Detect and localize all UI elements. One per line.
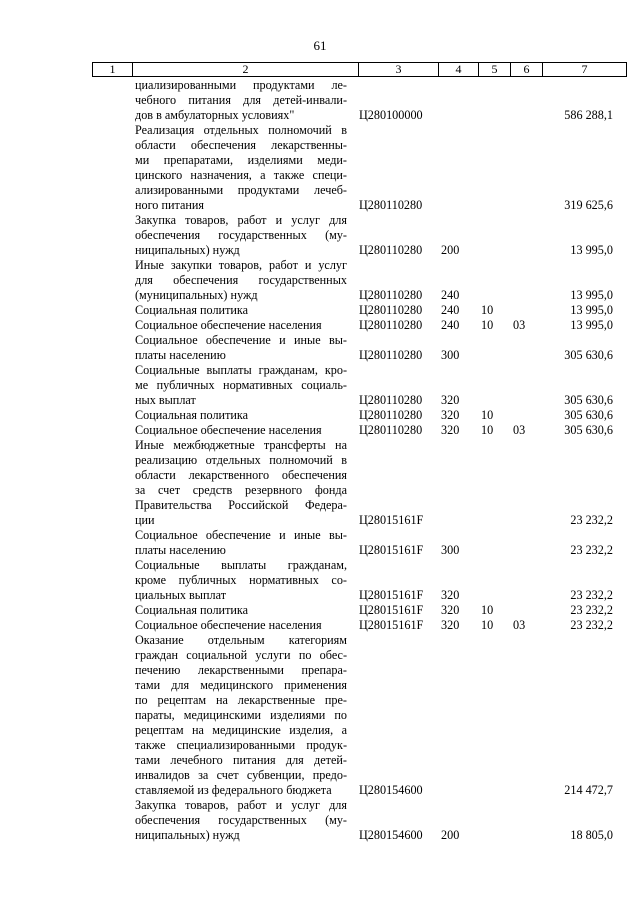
description-line: по рецептам на лекарственные пре-	[135, 693, 347, 707]
description-line: рецептам на медицинские изделия, а	[135, 723, 347, 737]
amount-value: 18 805,0	[570, 828, 613, 842]
target-article-code: Ц280110280	[359, 303, 423, 317]
description-line: тами для медицинского применения	[135, 678, 347, 692]
description-line: Социальная политика	[135, 603, 249, 617]
table-row	[0, 303, 640, 318]
table-row	[0, 798, 640, 843]
table-row	[0, 528, 640, 558]
expense-type-code: 200	[441, 828, 460, 842]
amount-value: 305 630,6	[564, 408, 613, 422]
amount-value: 23 232,2	[570, 603, 613, 617]
expense-type-code: 320	[441, 618, 460, 632]
section-code: 10	[481, 318, 494, 332]
row-description	[135, 618, 347, 633]
expense-type-code: 320	[441, 423, 460, 437]
description-line: тами лечебного питания для детей-	[135, 753, 347, 767]
table-row	[0, 558, 640, 603]
description-line: Социальная политика	[135, 303, 249, 317]
amount-value: 305 630,6	[564, 423, 613, 437]
row-description	[135, 423, 347, 438]
row-description	[135, 303, 347, 318]
row-description	[135, 123, 347, 213]
amount-value: 305 630,6	[564, 393, 613, 407]
description-line: для обеспечения государственных	[135, 273, 347, 287]
target-article-code: Ц280154600	[359, 828, 423, 842]
amount-value: 13 995,0	[570, 303, 613, 317]
target-article-code: Ц280100000	[359, 108, 423, 122]
budget-table-body	[0, 78, 640, 843]
row-description	[135, 363, 347, 408]
expense-type-code: 320	[441, 588, 460, 602]
column-header-row	[93, 63, 627, 77]
table-row	[0, 408, 640, 423]
target-article-code: Ц280110280	[359, 288, 423, 302]
description-line: за счет средств резервного фонда	[135, 483, 347, 497]
row-description	[135, 408, 347, 423]
amount-value: 23 232,2	[570, 618, 613, 632]
column-header-1: 1	[93, 63, 133, 77]
description-line: ализированными продуктами лечеб-	[135, 183, 347, 197]
target-article-code: Ц28015161F	[359, 543, 424, 557]
description-line: Социальное обеспечение населения	[135, 318, 322, 332]
target-article-code: Ц28015161F	[359, 603, 424, 617]
row-description	[135, 633, 347, 798]
row-description	[135, 318, 347, 333]
amount-value: 586 288,1	[564, 108, 613, 122]
expense-type-code: 240	[441, 288, 460, 302]
description-line: обеспечения государственных (му-	[135, 813, 347, 827]
description-line: также специализированными продук-	[135, 738, 347, 752]
description-line: области лекарственного обеспечения	[135, 468, 347, 482]
amount-value: 13 995,0	[570, 243, 613, 257]
description-line: Иные закупки товаров, работ и услуг	[135, 258, 347, 272]
subsection-code: 03	[513, 318, 526, 332]
row-description	[135, 438, 347, 528]
description-line: (муниципальных) нужд	[135, 288, 258, 302]
column-header-table	[92, 62, 627, 77]
expense-type-code: 320	[441, 408, 460, 422]
amount-value: 319 625,6	[564, 198, 613, 212]
description-line: параты, медицинскими изделиями по	[135, 708, 347, 722]
table-row	[0, 603, 640, 618]
target-article-code: Ц280110280	[359, 243, 423, 257]
description-line: чебного питания для детей-инвали-	[135, 93, 347, 107]
subsection-code: 03	[513, 618, 526, 632]
row-description	[135, 528, 347, 558]
description-line: циальных выплат	[135, 588, 227, 602]
target-article-code: Ц280110280	[359, 198, 423, 212]
description-line: области обеспечения лекарственны-	[135, 138, 347, 152]
description-line: Социальные выплаты гражданам, кро-	[135, 363, 347, 377]
description-line: циализированными продуктами ле-	[135, 78, 347, 92]
description-line: дов в амбулаторных условиях"	[135, 108, 295, 122]
amount-value: 23 232,2	[570, 588, 613, 602]
description-line: Социальное обеспечение и иные вы-	[135, 333, 347, 347]
description-line: Иные межбюджетные трансферты на	[135, 438, 347, 452]
expense-type-code: 320	[441, 393, 460, 407]
description-line: ставляемой из федерального бюджета	[135, 783, 332, 797]
description-line: Социальные выплаты гражданам,	[135, 558, 347, 572]
description-line: Социальное обеспечение населения	[135, 423, 322, 437]
table-row	[0, 423, 640, 438]
description-line: ного питания	[135, 198, 205, 212]
description-line: Закупка товаров, работ и услуг для	[135, 213, 347, 227]
target-article-code: Ц280110280	[359, 423, 423, 437]
section-code: 10	[481, 408, 494, 422]
description-line: Социальное обеспечение населения	[135, 618, 322, 632]
target-article-code: Ц280110280	[359, 318, 423, 332]
section-code: 10	[481, 618, 494, 632]
amount-value: 23 232,2	[570, 513, 613, 527]
description-line: ми препаратами, изделиями меди-	[135, 153, 347, 167]
column-header-2: 2	[133, 63, 359, 77]
target-article-code: Ц28015161F	[359, 618, 424, 632]
amount-value: 305 630,6	[564, 348, 613, 362]
description-line: Правительства Российской Федера-	[135, 498, 347, 512]
table-row	[0, 123, 640, 213]
subsection-code: 03	[513, 423, 526, 437]
section-code: 10	[481, 423, 494, 437]
column-header-5: 5	[479, 63, 511, 77]
description-line: платы населению	[135, 543, 226, 557]
expense-type-code: 200	[441, 243, 460, 257]
description-line: Закупка товаров, работ и услуг для	[135, 798, 347, 812]
description-line: обеспечения государственных (му-	[135, 228, 347, 242]
description-line: цинского назначения, а также специ-	[135, 168, 347, 182]
section-code: 10	[481, 603, 494, 617]
table-row	[0, 363, 640, 408]
expense-type-code: 300	[441, 348, 460, 362]
table-row	[0, 213, 640, 258]
description-line: Оказание отдельным категориям	[135, 633, 347, 647]
target-article-code: Ц280110280	[359, 348, 423, 362]
description-line: граждан социальной услуги по обес-	[135, 648, 347, 662]
column-header-7: 7	[543, 63, 627, 77]
description-line: ниципальных) нужд	[135, 243, 240, 257]
description-line: Социальная политика	[135, 408, 249, 422]
expense-type-code: 300	[441, 543, 460, 557]
table-row	[0, 438, 640, 528]
row-description	[135, 258, 347, 303]
section-code: 10	[481, 303, 494, 317]
page-number: 61	[313, 38, 327, 53]
row-description	[135, 78, 347, 123]
row-description	[135, 603, 347, 618]
target-article-code: Ц280110280	[359, 393, 423, 407]
amount-value: 214 472,7	[564, 783, 613, 797]
table-row	[0, 258, 640, 303]
description-line: платы населению	[135, 348, 226, 362]
expense-type-code: 320	[441, 603, 460, 617]
description-line: реализацию отдельных полномочий в	[135, 453, 347, 467]
table-row	[0, 318, 640, 333]
target-article-code: Ц280110280	[359, 408, 423, 422]
target-article-code: Ц280154600	[359, 783, 423, 797]
column-header-4: 4	[439, 63, 479, 77]
row-description	[135, 213, 347, 258]
row-description	[135, 333, 347, 363]
column-header-6: 6	[511, 63, 543, 77]
column-header-3: 3	[359, 63, 439, 77]
description-line: инвалидов за счет субвенции, предо-	[135, 768, 347, 782]
target-article-code: Ц28015161F	[359, 513, 424, 527]
row-description	[135, 798, 347, 843]
table-row	[0, 333, 640, 363]
description-line: Социальное обеспечение и иные вы-	[135, 528, 347, 542]
expense-type-code: 240	[441, 318, 460, 332]
description-line: печению лекарственными препара-	[135, 663, 347, 677]
row-description	[135, 558, 347, 603]
description-line: ных выплат	[135, 393, 196, 407]
table-row	[0, 618, 640, 633]
amount-value: 13 995,0	[570, 318, 613, 332]
expense-type-code: 240	[441, 303, 460, 317]
table-row	[0, 633, 640, 798]
description-line: ме публичных нормативных социаль-	[135, 378, 347, 392]
target-article-code: Ц28015161F	[359, 588, 424, 602]
description-line: ниципальных) нужд	[135, 828, 240, 842]
amount-value: 23 232,2	[570, 543, 613, 557]
description-line: Реализация отдельных полномочий в	[135, 123, 347, 137]
description-line: кроме публичных нормативных со-	[135, 573, 347, 587]
description-line: ции	[135, 513, 155, 527]
table-row	[0, 78, 640, 123]
amount-value: 13 995,0	[570, 288, 613, 302]
